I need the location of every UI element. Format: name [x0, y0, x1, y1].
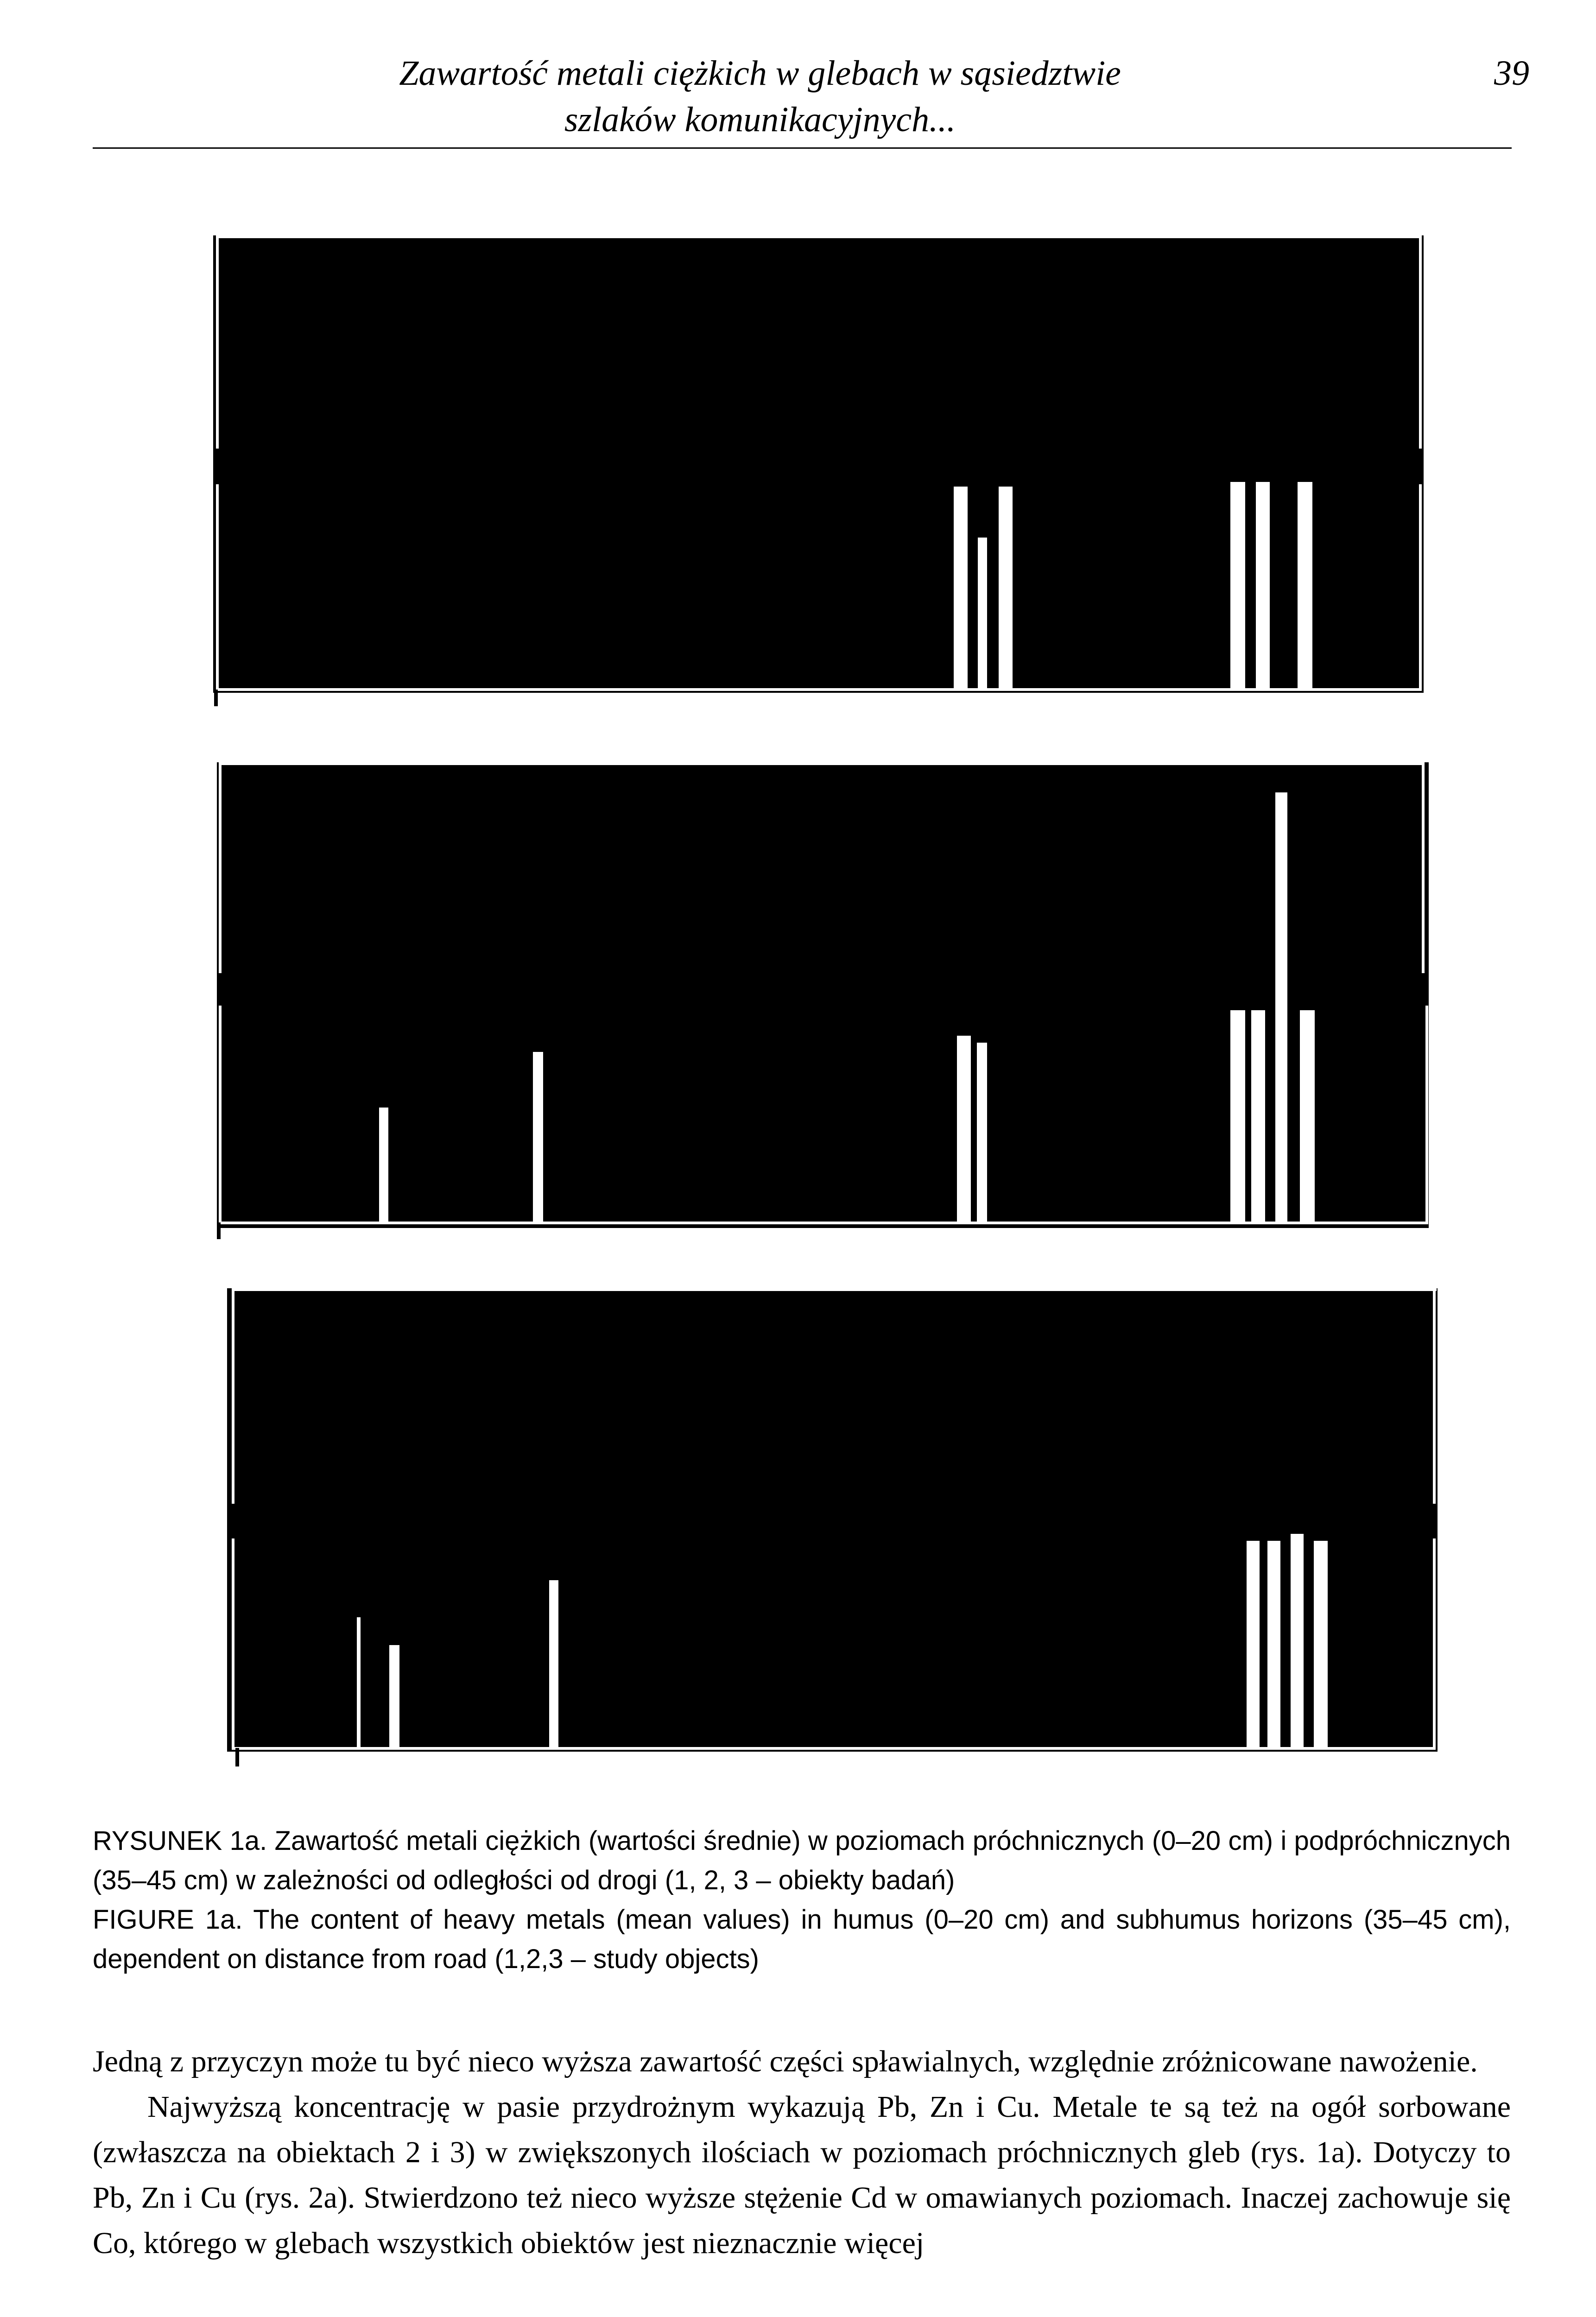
bar	[379, 1108, 388, 1222]
panel-baseline	[219, 1222, 1428, 1224]
figure-caption	[93, 1821, 1511, 1979]
figure-caption-english: FIGURE 1a. The content of heavy metals (mean values) in humus (0–20 cm) and subhumus horizons (35–45 cm), dependent on distance from road (1,2,3 – study objects)	[93, 1905, 1511, 1974]
bar	[1275, 792, 1287, 1222]
paragraph: Najwyższą koncentrację w pasie przydrożnym wykazują Pb, Zn i Cu. Metale te są też na ogół sorbowane (zwłaszcza na obiektach 2 i 3) w zwiększonych ilościach w poziomach próchnicznych gleb (rys. 1a). Dotyczy to Pb, Zn i Cu (rys. 2a). Stwierdzono też nieco wyższe stężenie Cd w omawianych poziomach. Inaczej zachowuje się Co, którego w glebach wszystkich obiektów jest nieznacznie więcej	[93, 2090, 1511, 2260]
panel-frame-left	[219, 1006, 222, 1223]
bar	[1247, 1541, 1260, 1748]
panel-frame-left	[216, 235, 219, 449]
bar	[1230, 1010, 1245, 1222]
panel-frame-top	[222, 762, 1424, 765]
axis-tick	[235, 1748, 239, 1766]
paragraph: Jedną z przyczyn może tu być nieco wyższa zawartość części spławialnych, względnie zróżnicowane nawożenie.	[93, 2045, 1478, 2078]
body-text	[93, 2039, 1511, 2266]
panel-frame-right	[1419, 484, 1422, 690]
panel-background	[217, 762, 1429, 1228]
panel-frame-right	[1425, 1006, 1428, 1223]
bar	[357, 1617, 361, 1748]
bar	[978, 538, 987, 689]
bar	[389, 1645, 399, 1748]
figure-panel-3	[227, 1288, 1438, 1766]
bar	[549, 1580, 558, 1748]
bar	[1267, 1541, 1280, 1748]
panel-frame-right	[1433, 1538, 1436, 1749]
panel-frame-left	[219, 762, 222, 973]
bar	[954, 487, 968, 689]
bar	[977, 1043, 987, 1222]
bar	[1314, 1541, 1328, 1748]
axis-tick	[214, 690, 218, 706]
panel-frame-right	[1422, 762, 1425, 973]
axis-tick	[217, 1222, 221, 1239]
bar	[1256, 482, 1270, 689]
figure-caption-polish: RYSUNEK 1a. Zawartość metali ciężkich (wartości średnie) w poziomach próchnicznych (0–20 cm) i podpróchnicznych (35–45 cm) w zależności od odległości od drogi (1, 2, 3 – obiekty badań)	[93, 1826, 1511, 1895]
bar	[1291, 1534, 1304, 1748]
bar	[999, 487, 1013, 689]
panel-frame-left	[216, 484, 219, 690]
panel-frame-top	[234, 1288, 1437, 1291]
figure-panel-2	[217, 762, 1429, 1239]
panel-frame-right	[1419, 235, 1422, 449]
bar	[1251, 1010, 1265, 1222]
panel-frame-top	[218, 235, 1420, 238]
bar	[533, 1052, 543, 1222]
running-header-line-2: szlaków komunikacyjnych...	[564, 100, 956, 139]
panel-frame-right	[1433, 1288, 1436, 1504]
bar	[957, 1036, 971, 1222]
bar	[1230, 482, 1245, 689]
panel-frame-left	[232, 1538, 234, 1749]
running-header-line-1: Zawartość metali ciężkich w glebach w sąsiedztwie	[399, 54, 1121, 93]
panel-frame-left	[232, 1288, 234, 1504]
figure-panel-1	[213, 235, 1424, 706]
bar	[1300, 1010, 1315, 1222]
bar	[1298, 482, 1312, 689]
page-number: 39	[1494, 54, 1529, 93]
